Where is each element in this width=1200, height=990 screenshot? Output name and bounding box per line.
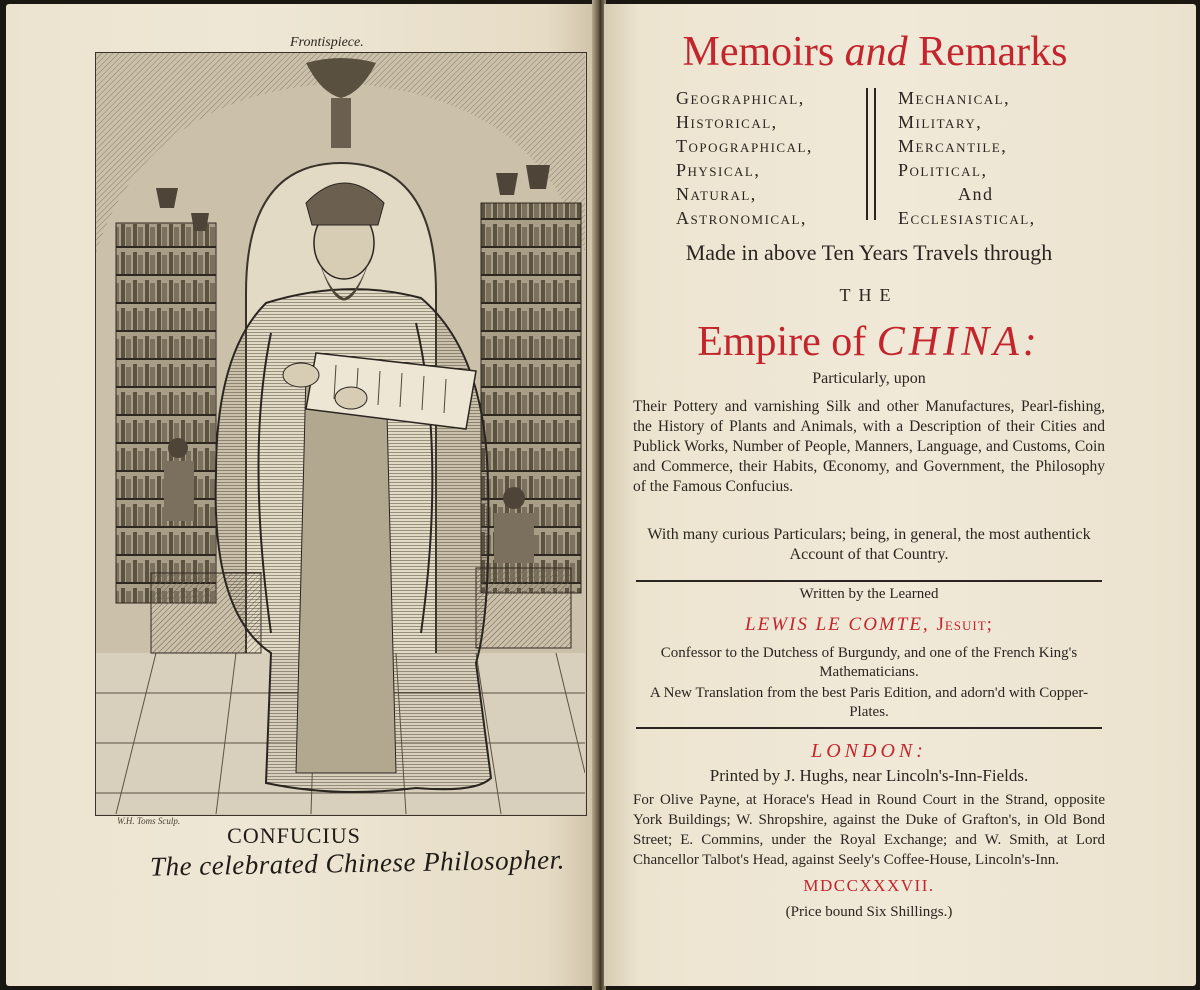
confucius-engraving bbox=[96, 53, 585, 814]
engraving-plate bbox=[95, 52, 587, 816]
subject-item: Historical, bbox=[676, 112, 778, 132]
written-by-line: Written by the Learned bbox=[799, 586, 939, 602]
plate-caption-title: CONFUCIUS bbox=[227, 823, 361, 848]
author-order: Jesuit; bbox=[936, 614, 993, 635]
subject-item: Physical, bbox=[676, 160, 761, 180]
subject-item: Topographical, bbox=[676, 136, 813, 156]
subject-column-left bbox=[676, 86, 866, 230]
subject-item bbox=[898, 182, 1078, 206]
confessor-line: Confessor to the Dutchess of Burgundy, and one of the French King's Mathematicians. bbox=[660, 645, 1078, 680]
frontispiece-label: Frontispiece. bbox=[290, 35, 364, 50]
subject-item-and: And bbox=[958, 184, 994, 204]
subject-item: Geographical, bbox=[676, 88, 805, 108]
empire-of-text: Empire of bbox=[697, 319, 867, 365]
author-line bbox=[632, 614, 1106, 636]
subject-item: Ecclesiastical, bbox=[898, 208, 1036, 228]
the-line: THE bbox=[839, 285, 899, 305]
booksellers-paragraph: For Olive Payne, at Horace's Head in Round Court in the Strand, opposite York Buildings; W. Shropshire, against the Duke of Grafton's, in Old Bond Street; E. Commins, under the Royal Exchange; and W. Smith, at Lord Chancellor Talbot's Head, against Seely's Coffee-House, Lincoln's-Inn. bbox=[633, 792, 1105, 868]
main-title bbox=[636, 28, 1114, 76]
engraver-credit: W.H. Toms Sculp. bbox=[117, 816, 181, 826]
publication-year: MDCCXXXVII. bbox=[803, 876, 935, 895]
subject-item: Astronomical, bbox=[676, 208, 807, 228]
rule-1 bbox=[636, 580, 1102, 582]
subject-item: Mechanical, bbox=[898, 88, 1011, 108]
subject-item: Natural, bbox=[676, 184, 757, 204]
subject-item: Mercantile, bbox=[898, 136, 1008, 156]
subject-column-right bbox=[898, 86, 1078, 230]
rule-2 bbox=[636, 727, 1102, 729]
particularly-line: Particularly, upon bbox=[812, 370, 926, 387]
price-line: (Price bound Six Shillings.) bbox=[785, 904, 953, 920]
subject-item: Political, bbox=[898, 160, 988, 180]
translation-line: A New Translation from the best Paris Edition, and adorn'd with Copper-Plates. bbox=[649, 685, 1089, 720]
subject-item: Military, bbox=[898, 112, 983, 132]
title-remarks: Remarks bbox=[918, 29, 1068, 75]
imprint-city: LONDON: bbox=[811, 740, 927, 762]
china-text: CHINA: bbox=[876, 319, 1041, 365]
title-and: and bbox=[844, 29, 908, 75]
column-divider-rule bbox=[866, 88, 876, 220]
title-memoirs: Memoirs bbox=[682, 29, 835, 75]
contents-paragraph: Their Pottery and varnishing Silk and other Manufactures, Pearl-fishing, the History of Plants and Animals, with a Description of their Cities and Publick Works, Number of People, Manners, Language, and Customs, Coin and Commerce, their Habits, Œconomy, and Government, the Philosophy of the Famous Confucius. bbox=[633, 398, 1105, 495]
plate-caption-subtitle: The celebrated Chinese Philosopher. bbox=[149, 844, 566, 882]
author-name: LEWIS LE COMTE, bbox=[745, 614, 930, 635]
empire-of-china-title bbox=[632, 318, 1106, 366]
particulars-paragraph: With many curious Particulars; being, in general, the most authentick Account of that Country. bbox=[647, 526, 1091, 563]
made-in-line: Made in above Ten Years Travels through bbox=[685, 240, 1053, 265]
printer-line: Printed by J. Hughs, near Lincoln's-Inn-Fields. bbox=[709, 766, 1029, 785]
